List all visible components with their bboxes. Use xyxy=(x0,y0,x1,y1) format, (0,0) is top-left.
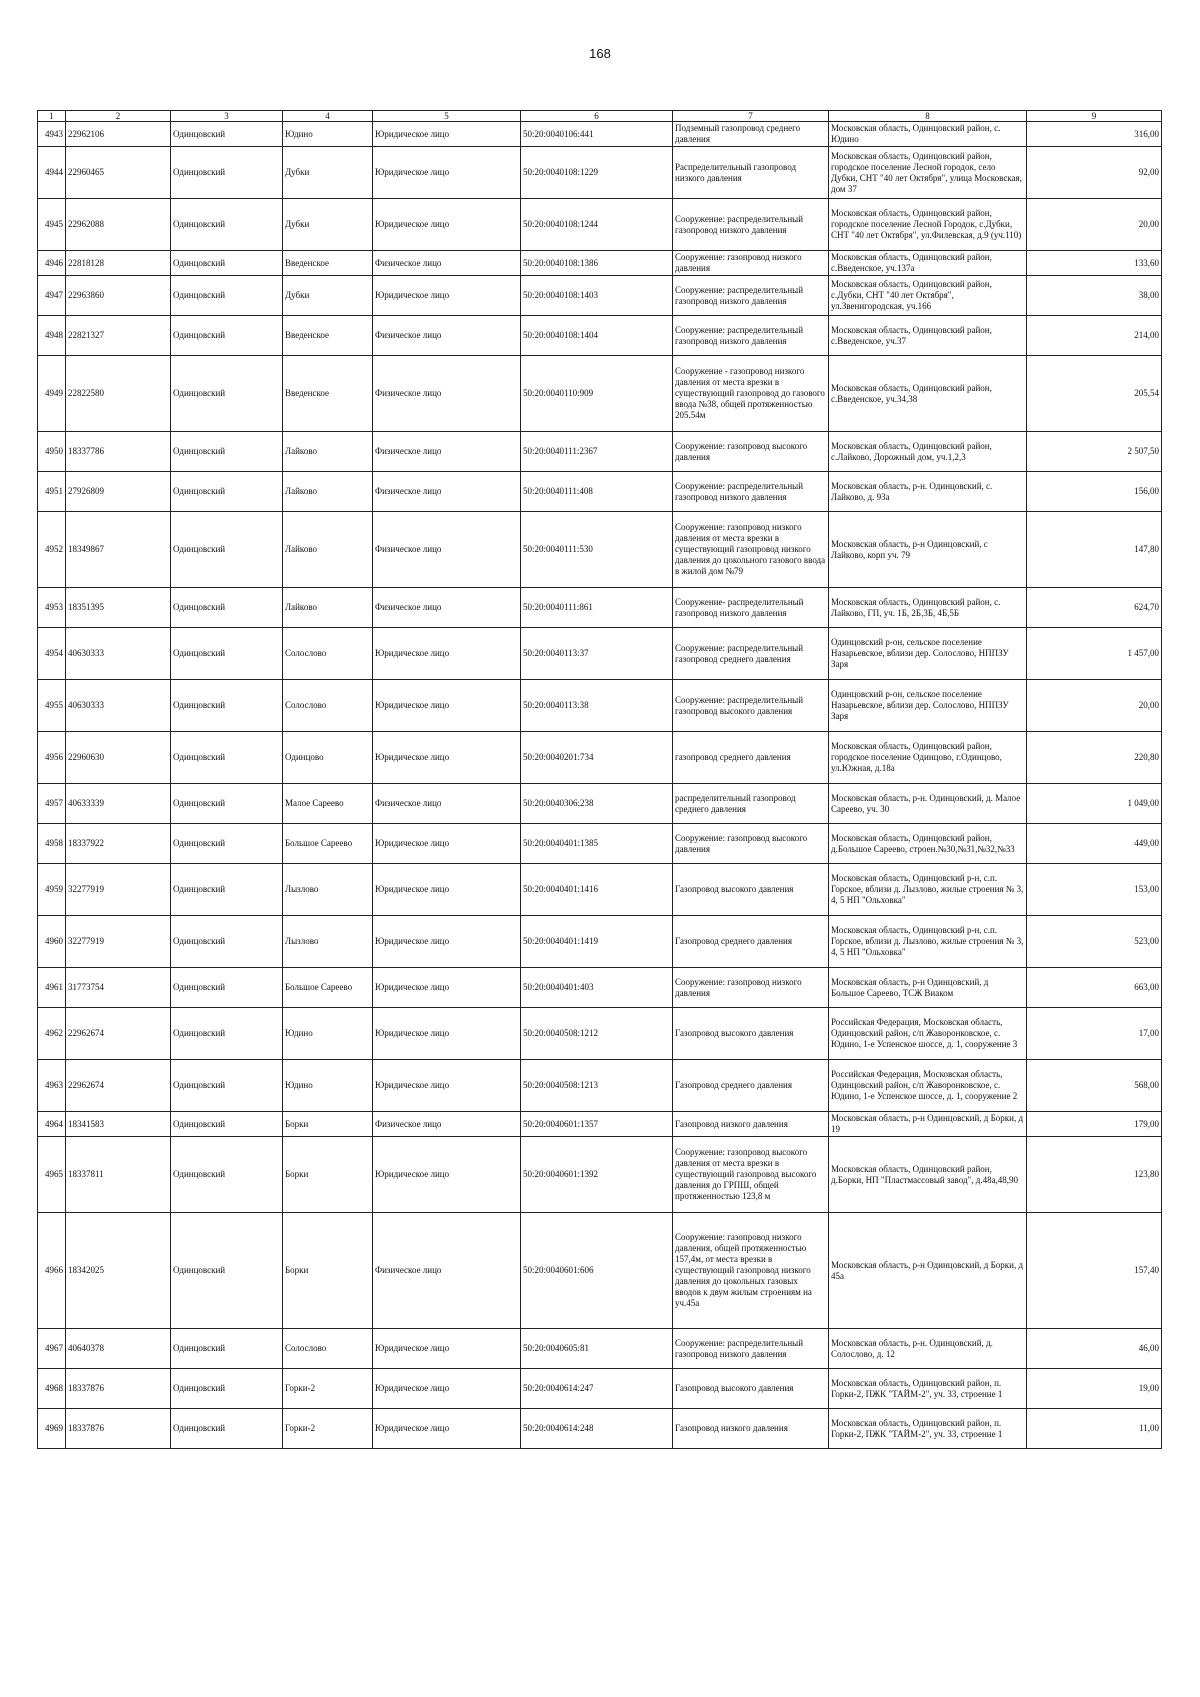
cell-locality: Лайково xyxy=(283,472,373,512)
table-row xyxy=(38,512,1162,588)
cell-owner-type: Физическое лицо xyxy=(373,588,521,628)
cell-record-id: 40630333 xyxy=(66,628,171,680)
cell-row-number: 4946 xyxy=(38,251,66,276)
cell-object-description: Газопровод высокого давления xyxy=(673,1369,829,1409)
cell-district: Одинцовский xyxy=(171,1409,283,1449)
cell-locality: Горки-2 xyxy=(283,1409,373,1449)
cell-record-id: 22962106 xyxy=(66,122,171,147)
cell-cadastral-number: 50:20:0040201:734 xyxy=(521,732,673,784)
cell-address: Московская область, Одинцовский р-н, с.п. Горское, вблизи д. Лызлово, жилые строения № 3, 4, 5 НП "Ольховка" xyxy=(829,864,1027,916)
column-header: 8 xyxy=(829,111,1027,122)
table-row xyxy=(38,1060,1162,1112)
cell-cadastral-number: 50:20:0040110:909 xyxy=(521,356,673,432)
table-row xyxy=(38,1329,1162,1369)
cell-row-number: 4959 xyxy=(38,864,66,916)
column-header: 4 xyxy=(283,111,373,122)
cell-district: Одинцовский xyxy=(171,147,283,199)
cell-locality: Юдино xyxy=(283,1060,373,1112)
cell-district: Одинцовский xyxy=(171,628,283,680)
cell-owner-type: Юридическое лицо xyxy=(373,1060,521,1112)
table-row xyxy=(38,1369,1162,1409)
cell-length-value: 92,00 xyxy=(1027,147,1162,199)
cell-object-description: Газопровод низкого давления xyxy=(673,1112,829,1137)
cell-owner-type: Физическое лицо xyxy=(373,316,521,356)
cell-owner-type: Юридическое лицо xyxy=(373,968,521,1008)
cell-object-description: Сооружение: распределительный газопровод низкого давления xyxy=(673,276,829,316)
cell-object-description: Сооружение: распределительный газопровод низкого давления xyxy=(673,1329,829,1369)
cell-district: Одинцовский xyxy=(171,356,283,432)
cell-address: Московская область, р-н Одинцовский, д Большое Сареево, ТСЖ Виаком xyxy=(829,968,1027,1008)
cell-locality: Лайково xyxy=(283,588,373,628)
cell-record-id: 40640378 xyxy=(66,1329,171,1369)
cell-locality: Большое Сареево xyxy=(283,968,373,1008)
cell-owner-type: Физическое лицо xyxy=(373,512,521,588)
cell-cadastral-number: 50:20:0040605:81 xyxy=(521,1329,673,1369)
cell-locality: Лайково xyxy=(283,432,373,472)
cell-row-number: 4947 xyxy=(38,276,66,316)
cell-record-id: 18342025 xyxy=(66,1213,171,1329)
cell-cadastral-number: 50:20:0040111:408 xyxy=(521,472,673,512)
cell-object-description: Сооружение: газопровод высокого давления xyxy=(673,824,829,864)
cell-row-number: 4962 xyxy=(38,1008,66,1060)
cell-address: Московская область, р-н Одинцовский, д Борки, д 45а xyxy=(829,1213,1027,1329)
cell-length-value: 38,00 xyxy=(1027,276,1162,316)
cell-district: Одинцовский xyxy=(171,588,283,628)
cell-owner-type: Юридическое лицо xyxy=(373,1137,521,1213)
cell-district: Одинцовский xyxy=(171,472,283,512)
cell-district: Одинцовский xyxy=(171,1369,283,1409)
table-row xyxy=(38,276,1162,316)
cell-record-id: 18337811 xyxy=(66,1137,171,1213)
cell-length-value: 123,80 xyxy=(1027,1137,1162,1213)
cell-record-id: 18337922 xyxy=(66,824,171,864)
cell-district: Одинцовский xyxy=(171,432,283,472)
cell-record-id: 22962674 xyxy=(66,1060,171,1112)
cell-length-value: 316,00 xyxy=(1027,122,1162,147)
cell-record-id: 22821327 xyxy=(66,316,171,356)
cell-cadastral-number: 50:20:0040113:38 xyxy=(521,680,673,732)
cell-object-description: распределительный газопровод среднего давления xyxy=(673,784,829,824)
table-row xyxy=(38,968,1162,1008)
cell-object-description: Сооружение: газопровод высокого давления xyxy=(673,432,829,472)
cell-address: Российская Федерация, Московская область, Одинцовский район, с/п Жаворонковское, с. Юдино, 1-е Успенское шоссе, д. 1, сооружение 2 xyxy=(829,1060,1027,1112)
cell-cadastral-number: 50:20:0040111:861 xyxy=(521,588,673,628)
cell-cadastral-number: 50:20:0040614:247 xyxy=(521,1369,673,1409)
cell-address: Московская область, р-н. Одинцовский, с. Лайково, д. 93а xyxy=(829,472,1027,512)
cell-district: Одинцовский xyxy=(171,968,283,1008)
cell-address: Одинцовский р-он, сельское поселение Назарьевское, вблизи дер. Солослово, НППЗУ Заря xyxy=(829,628,1027,680)
cell-district: Одинцовский xyxy=(171,276,283,316)
cell-cadastral-number: 50:20:0040508:1212 xyxy=(521,1008,673,1060)
table-body xyxy=(38,122,1162,1449)
table-row xyxy=(38,864,1162,916)
cell-locality: Юдино xyxy=(283,1008,373,1060)
cell-cadastral-number: 50:20:0040601:606 xyxy=(521,1213,673,1329)
cell-district: Одинцовский xyxy=(171,864,283,916)
cell-owner-type: Юридическое лицо xyxy=(373,864,521,916)
table-row xyxy=(38,251,1162,276)
cell-district: Одинцовский xyxy=(171,680,283,732)
cell-object-description: Сооружение: газопровод высокого давления от места врезки в существующий газопровод высокого давления до ГРПШ, общей протяженностью 123,8 м xyxy=(673,1137,829,1213)
cell-locality: Солослово xyxy=(283,628,373,680)
cell-district: Одинцовский xyxy=(171,251,283,276)
column-header: 6 xyxy=(521,111,673,122)
cell-row-number: 4945 xyxy=(38,199,66,251)
cell-record-id: 18341583 xyxy=(66,1112,171,1137)
table-row xyxy=(38,680,1162,732)
table-row xyxy=(38,732,1162,784)
cell-object-description: Сооружение: распределительный газопровод низкого давления xyxy=(673,316,829,356)
cell-address: Московская область, Одинцовский район, городское поселение Одинцово, г.Одинцово, ул.Южная, д.18а xyxy=(829,732,1027,784)
cell-row-number: 4961 xyxy=(38,968,66,1008)
cell-address: Московская область, Одинцовский район, с.Введенское, уч.37 xyxy=(829,316,1027,356)
cell-object-description: Подземный газопровод среднего давления xyxy=(673,122,829,147)
cell-row-number: 4949 xyxy=(38,356,66,432)
cell-length-value: 147,80 xyxy=(1027,512,1162,588)
cell-locality: Большое Сареево xyxy=(283,824,373,864)
cell-locality: Введенское xyxy=(283,316,373,356)
cell-cadastral-number: 50:20:0040401:1416 xyxy=(521,864,673,916)
cell-locality: Малое Сареево xyxy=(283,784,373,824)
table-row xyxy=(38,628,1162,680)
cell-locality: Горки-2 xyxy=(283,1369,373,1409)
cell-cadastral-number: 50:20:0040601:1392 xyxy=(521,1137,673,1213)
cell-district: Одинцовский xyxy=(171,316,283,356)
cell-length-value: 179,00 xyxy=(1027,1112,1162,1137)
cell-address: Московская область, Одинцовский район, с. Юдино xyxy=(829,122,1027,147)
cell-length-value: 19,00 xyxy=(1027,1369,1162,1409)
cell-length-value: 2 507,50 xyxy=(1027,432,1162,472)
cell-object-description: Сооружение: распределительный газопровод низкого давления xyxy=(673,472,829,512)
cell-length-value: 17,00 xyxy=(1027,1008,1162,1060)
cell-length-value: 449,00 xyxy=(1027,824,1162,864)
cell-address: Московская область, Одинцовский район, д.Борки, НП "Пластмассовый завод", д.48а,48,90 xyxy=(829,1137,1027,1213)
cell-row-number: 4955 xyxy=(38,680,66,732)
table-row xyxy=(38,824,1162,864)
cell-district: Одинцовский xyxy=(171,1137,283,1213)
cell-record-id: 18351395 xyxy=(66,588,171,628)
cell-address: Московская область, р-н. Одинцовский, д. Солослово, д. 12 xyxy=(829,1329,1027,1369)
column-header: 9 xyxy=(1027,111,1162,122)
table-row xyxy=(38,1137,1162,1213)
cell-length-value: 20,00 xyxy=(1027,199,1162,251)
cell-cadastral-number: 50:20:0040108:1244 xyxy=(521,199,673,251)
cell-owner-type: Юридическое лицо xyxy=(373,1409,521,1449)
cell-cadastral-number: 50:20:0040108:1386 xyxy=(521,251,673,276)
cell-address: Московская область, Одинцовский район, с. Лайково, ГП, уч. 1Б, 2Б,3Б, 4Б,5Б xyxy=(829,588,1027,628)
table-row xyxy=(38,1213,1162,1329)
cell-district: Одинцовский xyxy=(171,512,283,588)
cell-object-description: Газопровод высокого давления xyxy=(673,1008,829,1060)
cell-object-description: Газопровод высокого давления xyxy=(673,864,829,916)
cell-row-number: 4963 xyxy=(38,1060,66,1112)
column-header: 7 xyxy=(673,111,829,122)
cell-object-description: Сооружение: распределительный газопровод низкого давления xyxy=(673,199,829,251)
cell-length-value: 568,00 xyxy=(1027,1060,1162,1112)
cell-cadastral-number: 50:20:0040601:1357 xyxy=(521,1112,673,1137)
cell-object-description: Газопровод среднего давления xyxy=(673,916,829,968)
cell-owner-type: Физическое лицо xyxy=(373,251,521,276)
column-header: 3 xyxy=(171,111,283,122)
cell-owner-type: Физическое лицо xyxy=(373,1112,521,1137)
cell-owner-type: Юридическое лицо xyxy=(373,680,521,732)
cell-row-number: 4957 xyxy=(38,784,66,824)
cell-length-value: 20,00 xyxy=(1027,680,1162,732)
cell-owner-type: Физическое лицо xyxy=(373,356,521,432)
cell-owner-type: Юридическое лицо xyxy=(373,199,521,251)
cell-row-number: 4944 xyxy=(38,147,66,199)
cell-owner-type: Юридическое лицо xyxy=(373,122,521,147)
cell-locality: Дубки xyxy=(283,276,373,316)
cell-district: Одинцовский xyxy=(171,732,283,784)
cell-object-description: Сооружение: газопровод низкого давления xyxy=(673,251,829,276)
cell-row-number: 4958 xyxy=(38,824,66,864)
cell-owner-type: Физическое лицо xyxy=(373,472,521,512)
cell-row-number: 4954 xyxy=(38,628,66,680)
cell-object-description: Сооружение - газопровод низкого давления от места врезки в существующий газопровод до газового ввода №38, общей протяженностью 205.54м xyxy=(673,356,829,432)
cell-locality: Дубки xyxy=(283,147,373,199)
cell-object-description: Сооружение: газопровод низкого давления от места врезки в существующий газопровод низкого давления до цокольного газового ввода в жилой дом №79 xyxy=(673,512,829,588)
cell-length-value: 624,70 xyxy=(1027,588,1162,628)
cell-locality: Борки xyxy=(283,1112,373,1137)
cell-object-description: Газопровод среднего давления xyxy=(673,1060,829,1112)
cell-object-description: Распределительный газопровод низкого давления xyxy=(673,147,829,199)
cell-address: Московская область, р-н Одинцовский, с Лайково, корп уч. 79 xyxy=(829,512,1027,588)
cell-record-id: 18337876 xyxy=(66,1409,171,1449)
cell-district: Одинцовский xyxy=(171,199,283,251)
table-row xyxy=(38,1409,1162,1449)
table-row xyxy=(38,1112,1162,1137)
cell-owner-type: Физическое лицо xyxy=(373,784,521,824)
table-row xyxy=(38,588,1162,628)
column-header: 5 xyxy=(373,111,521,122)
table-row xyxy=(38,122,1162,147)
cell-record-id: 40633339 xyxy=(66,784,171,824)
cell-row-number: 4951 xyxy=(38,472,66,512)
cell-owner-type: Юридическое лицо xyxy=(373,1008,521,1060)
cell-record-id: 40630333 xyxy=(66,680,171,732)
table-row xyxy=(38,472,1162,512)
cell-record-id: 18337786 xyxy=(66,432,171,472)
cell-object-description: Сооружение: газопровод низкого давления, общей протяженностью 157,4м, от места врезки в существующий газопровод низкого давления до цокольных газовых вводов к двум жилым строениям на уч.45а xyxy=(673,1213,829,1329)
cell-length-value: 156,00 xyxy=(1027,472,1162,512)
cell-cadastral-number: 50:20:0040401:1419 xyxy=(521,916,673,968)
cell-row-number: 4950 xyxy=(38,432,66,472)
cell-district: Одинцовский xyxy=(171,916,283,968)
cell-locality: Введенское xyxy=(283,251,373,276)
cell-owner-type: Юридическое лицо xyxy=(373,1329,521,1369)
cell-district: Одинцовский xyxy=(171,1112,283,1137)
cell-row-number: 4968 xyxy=(38,1369,66,1409)
cell-row-number: 4952 xyxy=(38,512,66,588)
cell-record-id: 32277919 xyxy=(66,916,171,968)
cell-address: Московская область, р-н. Одинцовский, д. Малое Сареево, уч. 30 xyxy=(829,784,1027,824)
cell-row-number: 4953 xyxy=(38,588,66,628)
cell-district: Одинцовский xyxy=(171,1213,283,1329)
cell-locality: Юдино xyxy=(283,122,373,147)
cell-length-value: 1 457,00 xyxy=(1027,628,1162,680)
cell-locality: Дубки xyxy=(283,199,373,251)
cell-cadastral-number: 50:20:0040108:1404 xyxy=(521,316,673,356)
cell-address: Московская область, Одинцовский район, с.Дубки, СНТ "40 лет Октября", ул.Звенигородская, уч.166 xyxy=(829,276,1027,316)
cell-locality: Лызлово xyxy=(283,916,373,968)
cell-owner-type: Физическое лицо xyxy=(373,1213,521,1329)
cell-length-value: 205,54 xyxy=(1027,356,1162,432)
cell-owner-type: Юридическое лицо xyxy=(373,732,521,784)
cell-row-number: 4965 xyxy=(38,1137,66,1213)
table-row xyxy=(38,1008,1162,1060)
cell-row-number: 4969 xyxy=(38,1409,66,1449)
cell-length-value: 11,00 xyxy=(1027,1409,1162,1449)
cell-cadastral-number: 50:20:0040111:2367 xyxy=(521,432,673,472)
cell-record-id: 31773754 xyxy=(66,968,171,1008)
cell-address: Московская область, Одинцовский район, с.Лайково, Дорожный дом, уч.1,2,3 xyxy=(829,432,1027,472)
table-row xyxy=(38,784,1162,824)
cell-owner-type: Юридическое лицо xyxy=(373,1369,521,1409)
cell-cadastral-number: 50:20:0040111:530 xyxy=(521,512,673,588)
cell-object-description: Сооружение: распределительный газопровод среднего давления xyxy=(673,628,829,680)
cell-record-id: 22960630 xyxy=(66,732,171,784)
cell-owner-type: Физическое лицо xyxy=(373,432,521,472)
cell-object-description: Сооружение: распределительный газопровод высокого давления xyxy=(673,680,829,732)
cell-object-description: Сооружение- распределительный газопровод низкого давления xyxy=(673,588,829,628)
table-row xyxy=(38,916,1162,968)
cell-row-number: 4948 xyxy=(38,316,66,356)
page-number: 168 xyxy=(589,46,611,61)
cell-cadastral-number: 50:20:0040614:248 xyxy=(521,1409,673,1449)
cell-row-number: 4964 xyxy=(38,1112,66,1137)
cell-object-description: газопровод среднего давления xyxy=(673,732,829,784)
cell-row-number: 4967 xyxy=(38,1329,66,1369)
cell-record-id: 27926809 xyxy=(66,472,171,512)
cell-row-number: 4966 xyxy=(38,1213,66,1329)
cell-owner-type: Юридическое лицо xyxy=(373,628,521,680)
cell-length-value: 133,60 xyxy=(1027,251,1162,276)
cell-record-id: 18337876 xyxy=(66,1369,171,1409)
cell-district: Одинцовский xyxy=(171,1008,283,1060)
cell-district: Одинцовский xyxy=(171,784,283,824)
cell-locality: Введенское xyxy=(283,356,373,432)
cell-owner-type: Юридическое лицо xyxy=(373,276,521,316)
cell-length-value: 1 049,00 xyxy=(1027,784,1162,824)
cell-owner-type: Юридическое лицо xyxy=(373,147,521,199)
header-row xyxy=(38,111,1162,122)
column-header: 2 xyxy=(66,111,171,122)
table-row xyxy=(38,147,1162,199)
cell-address: Московская область, Одинцовский район, п. Горки-2, ПЖК "ТАЙМ-2", уч. 33, строение 1 xyxy=(829,1409,1027,1449)
cell-cadastral-number: 50:20:0040306:238 xyxy=(521,784,673,824)
cell-cadastral-number: 50:20:0040401:403 xyxy=(521,968,673,1008)
cell-length-value: 663,00 xyxy=(1027,968,1162,1008)
cell-cadastral-number: 50:20:0040108:1403 xyxy=(521,276,673,316)
cell-locality: Лайково xyxy=(283,512,373,588)
cell-length-value: 153,00 xyxy=(1027,864,1162,916)
registry-table xyxy=(37,110,1162,1449)
cell-cadastral-number: 50:20:0040106:441 xyxy=(521,122,673,147)
cell-address: Московская область, Одинцовский район, городское поселение Лесной Городок, с.Дубки, СНТ "40 лет Октября", ул.Филевская, д.9 (уч.110) xyxy=(829,199,1027,251)
cell-record-id: 22822580 xyxy=(66,356,171,432)
cell-row-number: 4956 xyxy=(38,732,66,784)
cell-address: Московская область, Одинцовский район, городское поселение Лесной городок, село Дубки, СНТ "40 лет Октября", улица Московская, дом 37 xyxy=(829,147,1027,199)
cell-locality: Солослово xyxy=(283,680,373,732)
cell-cadastral-number: 50:20:0040113:37 xyxy=(521,628,673,680)
cell-address: Московская область, Одинцовский р-н, с.п. Горское, вблизи д. Лызлово, жилые строения № 3, 4, 5 НП "Ольховка" xyxy=(829,916,1027,968)
cell-record-id: 22818128 xyxy=(66,251,171,276)
cell-length-value: 157,40 xyxy=(1027,1213,1162,1329)
cell-address: Московская область, Одинцовский район, с.Введенское, уч.137а xyxy=(829,251,1027,276)
cell-record-id: 22960465 xyxy=(66,147,171,199)
column-header: 1 xyxy=(38,111,66,122)
cell-record-id: 22962088 xyxy=(66,199,171,251)
cell-object-description: Газопровод низкого давления xyxy=(673,1409,829,1449)
cell-district: Одинцовский xyxy=(171,824,283,864)
cell-locality: Солослово xyxy=(283,1329,373,1369)
cell-record-id: 32277919 xyxy=(66,864,171,916)
cell-length-value: 214,00 xyxy=(1027,316,1162,356)
cell-record-id: 18349867 xyxy=(66,512,171,588)
table-row xyxy=(38,432,1162,472)
cell-length-value: 220,80 xyxy=(1027,732,1162,784)
cell-district: Одинцовский xyxy=(171,122,283,147)
cell-address: Московская область, Одинцовский район, д.Большое Сареево, строен.№30,№31,№32,№33 xyxy=(829,824,1027,864)
cell-length-value: 523,00 xyxy=(1027,916,1162,968)
cell-record-id: 22963860 xyxy=(66,276,171,316)
cell-owner-type: Юридическое лицо xyxy=(373,824,521,864)
cell-record-id: 22962674 xyxy=(66,1008,171,1060)
cell-locality: Борки xyxy=(283,1213,373,1329)
cell-cadastral-number: 50:20:0040108:1229 xyxy=(521,147,673,199)
table-row xyxy=(38,316,1162,356)
cell-cadastral-number: 50:20:0040401:1385 xyxy=(521,824,673,864)
cell-address: Московская область, Одинцовский район, с.Введенское, уч.34,38 xyxy=(829,356,1027,432)
cell-locality: Лызлово xyxy=(283,864,373,916)
cell-locality: Борки xyxy=(283,1137,373,1213)
cell-address: Российская Федерация, Московская область, Одинцовский район, с/п Жаворонковское, с. Юдино, 1-е Успенское шоссе, д. 1, сооружение 3 xyxy=(829,1008,1027,1060)
cell-object-description: Сооружение: газопровод низкого давления xyxy=(673,968,829,1008)
cell-length-value: 46,00 xyxy=(1027,1329,1162,1369)
cell-cadastral-number: 50:20:0040508:1213 xyxy=(521,1060,673,1112)
cell-row-number: 4943 xyxy=(38,122,66,147)
table-row xyxy=(38,356,1162,432)
cell-locality: Одинцово xyxy=(283,732,373,784)
cell-address: Московская область, р-н Одинцовский, д Борки, д 19 xyxy=(829,1112,1027,1137)
cell-owner-type: Юридическое лицо xyxy=(373,916,521,968)
cell-district: Одинцовский xyxy=(171,1060,283,1112)
table-row xyxy=(38,199,1162,251)
cell-address: Московская область, Одинцовский район, п. Горки-2, ПЖК "ТАЙМ-2", уч. 33, строение 1 xyxy=(829,1369,1027,1409)
cell-district: Одинцовский xyxy=(171,1329,283,1369)
cell-address: Одинцовский р-он, сельское поселение Назарьевское, вблизи дер. Солослово, НППЗУ Заря xyxy=(829,680,1027,732)
cell-row-number: 4960 xyxy=(38,916,66,968)
